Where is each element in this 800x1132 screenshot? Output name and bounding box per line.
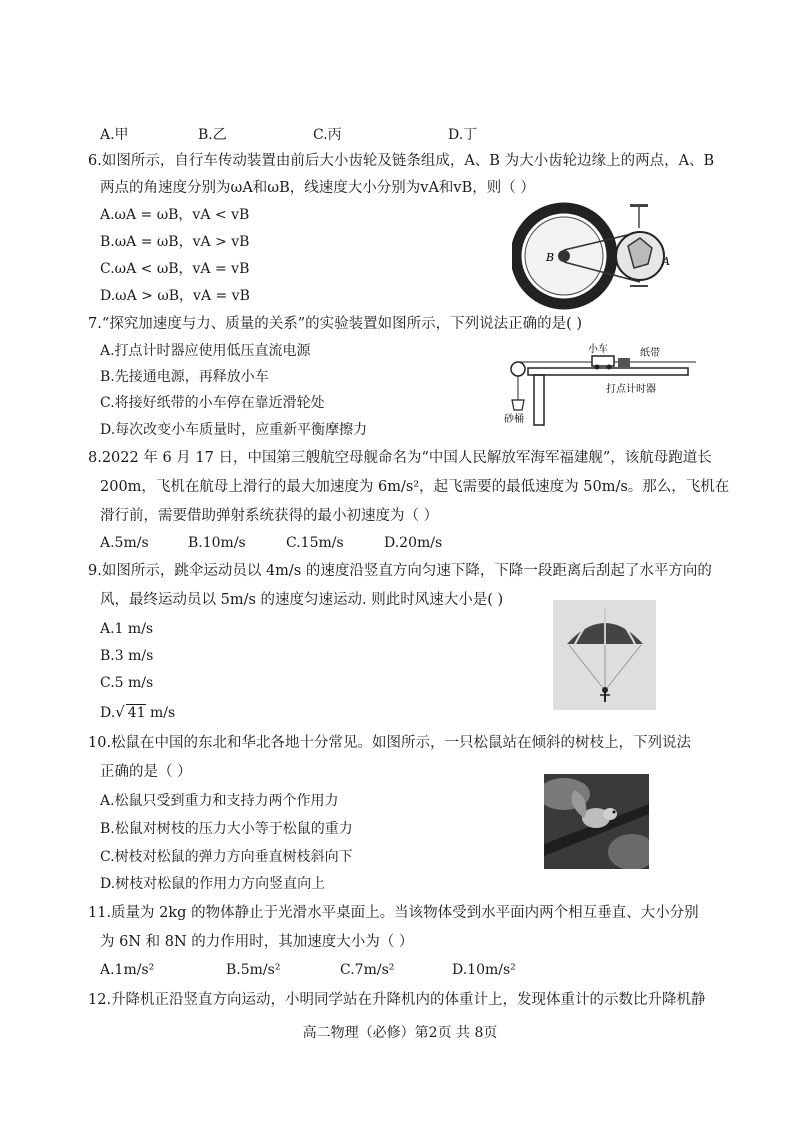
q11-options (100, 960, 700, 980)
q5-option-c: C.丙 (313, 127, 342, 143)
q10-option-c: C.树枝对松鼠的弹力方向垂直树枝斜向下 (100, 849, 353, 865)
q5-option-b: B.乙 (198, 127, 227, 143)
label-tape: 纸带 (640, 348, 660, 359)
parachute-photo (553, 600, 656, 710)
bicycle-gear-figure (512, 198, 677, 310)
q11-option-d: D.10m/s² (452, 962, 516, 978)
q11-stem-line2: 为 6N 和 8N 的力作用时，其加速度大小为（ ） (100, 934, 414, 950)
q8-stem-line1: 8.2022 年 6 月 17 日，中国第三艘航空母舰命名为“中国人民解放军海军福建舰”，该航母跑道长 (88, 450, 712, 466)
q10-option-d: D.树枝对松鼠的作用力方向竖直向上 (100, 876, 326, 892)
q7-option-c: C.将接好纸带的小车停在靠近滑轮处 (100, 395, 325, 411)
page-footer: 高二物理（必修）第2页 共 8页 (302, 1025, 498, 1041)
q7-option-d: D.每次改变小车质量时，应重新平衡摩擦力 (100, 422, 368, 438)
label-cart: 小车 (588, 344, 608, 355)
q9-stem-line2: 风，最终运动员以 5m/s 的速度匀速运动. 则此时风速大小是( ) (100, 592, 504, 608)
q9-option-d-unit: m/s (145, 705, 176, 721)
q5-option-d: D.丁 (448, 127, 478, 143)
q10-stem-line2: 正确的是（ ） (100, 764, 192, 780)
q9-option-a: A.1 m/s (100, 621, 154, 637)
q6-option-d: D.ωA > ωB，vA = vB (100, 288, 250, 304)
q9-option-d-radicand: 41 (127, 705, 146, 721)
q11-option-b: B.5m/s² (226, 962, 281, 978)
squirrel-photo (544, 774, 649, 869)
q9-option-b: B.3 m/s (100, 648, 154, 664)
q8-option-b: B.10m/s (188, 535, 246, 551)
q6-option-a: A.ωA = ωB，vA < vB (100, 207, 250, 223)
q6-stem-line1: 6.如图所示，自行车传动装置由前后大小齿轮及链条组成，A、B 为大小齿轮边缘上的两点，A、B (88, 153, 715, 169)
q11-option-c: C.7m/s² (340, 962, 395, 978)
q5-option-a: A.甲 (100, 127, 129, 143)
q7-option-a: A.打点计时器应使用低压直流电源 (100, 343, 311, 359)
q9-stem-line1: 9.如图所示，跳伞运动员以 4m/s 的速度沿竖直方向匀速下降，下降一段距离后刮起了水平方向的 (88, 563, 712, 579)
label-timer: 打点计时器 (606, 384, 656, 395)
q8-option-d: D.20m/s (384, 535, 443, 551)
gear-label-a: A (662, 255, 670, 268)
q5-options (100, 125, 700, 145)
q8-option-c: C.15m/s (286, 535, 344, 551)
q6-option-b: B.ωA = ωB，vA > vB (100, 234, 250, 250)
q7-option-b: B.先接通电源，再释放小车 (100, 369, 269, 385)
q9-option-d: D.√ 41 m/s (100, 703, 176, 721)
q9-option-c: C.5 m/s (100, 675, 154, 691)
q9-option-d-prefix: D. (100, 705, 116, 721)
q12-stem-line1: 12.升降机正沿竖直方向运动，小明同学站在升降机内的体重计上，发现体重计的示数比升降机静 (88, 992, 706, 1008)
q6-stem-line2: 两点的角速度分别为ωA和ωB，线速度大小分别为vA和vB，则（ ） (100, 180, 535, 196)
q7-stem: 7.“探究加速度与力、质量的关系”的实验装置如图所示，下列说法正确的是( ) (88, 316, 583, 332)
gear-label-b: B (546, 251, 555, 264)
q8-stem-line3: 滑行前，需要借助弹射系统获得的最小初速度为（ ） (100, 508, 439, 524)
q11-option-a: A.1m/s² (100, 962, 155, 978)
q8-options (100, 533, 700, 553)
q8-stem-line2: 200m，飞机在航母上滑行的最大加速度为 6m/s²，起飞需要的最低速度为 50m/s。那么，飞机在 (100, 479, 730, 495)
label-bucket: 砂桶 (504, 414, 524, 425)
experiment-apparatus-figure (500, 340, 700, 426)
q6-option-c: C.ωA < ωB，vA = vB (100, 261, 250, 277)
q11-stem-line1: 11.质量为 2kg 的物体静止于光滑水平桌面上。当该物体受到水平面内两个相互垂直、大小分别 (88, 905, 699, 921)
q10-stem-line1: 10.松鼠在中国的东北和华北各地十分常见。如图所示，一只松鼠站在倾斜的树枝上，下列说法 (88, 735, 692, 751)
q10-option-b: B.松鼠对树枝的压力大小等于松鼠的重力 (100, 821, 353, 837)
q10-option-a: A.松鼠只受到重力和支持力两个作用力 (100, 793, 339, 809)
q8-option-a: A.5m/s (100, 535, 149, 551)
